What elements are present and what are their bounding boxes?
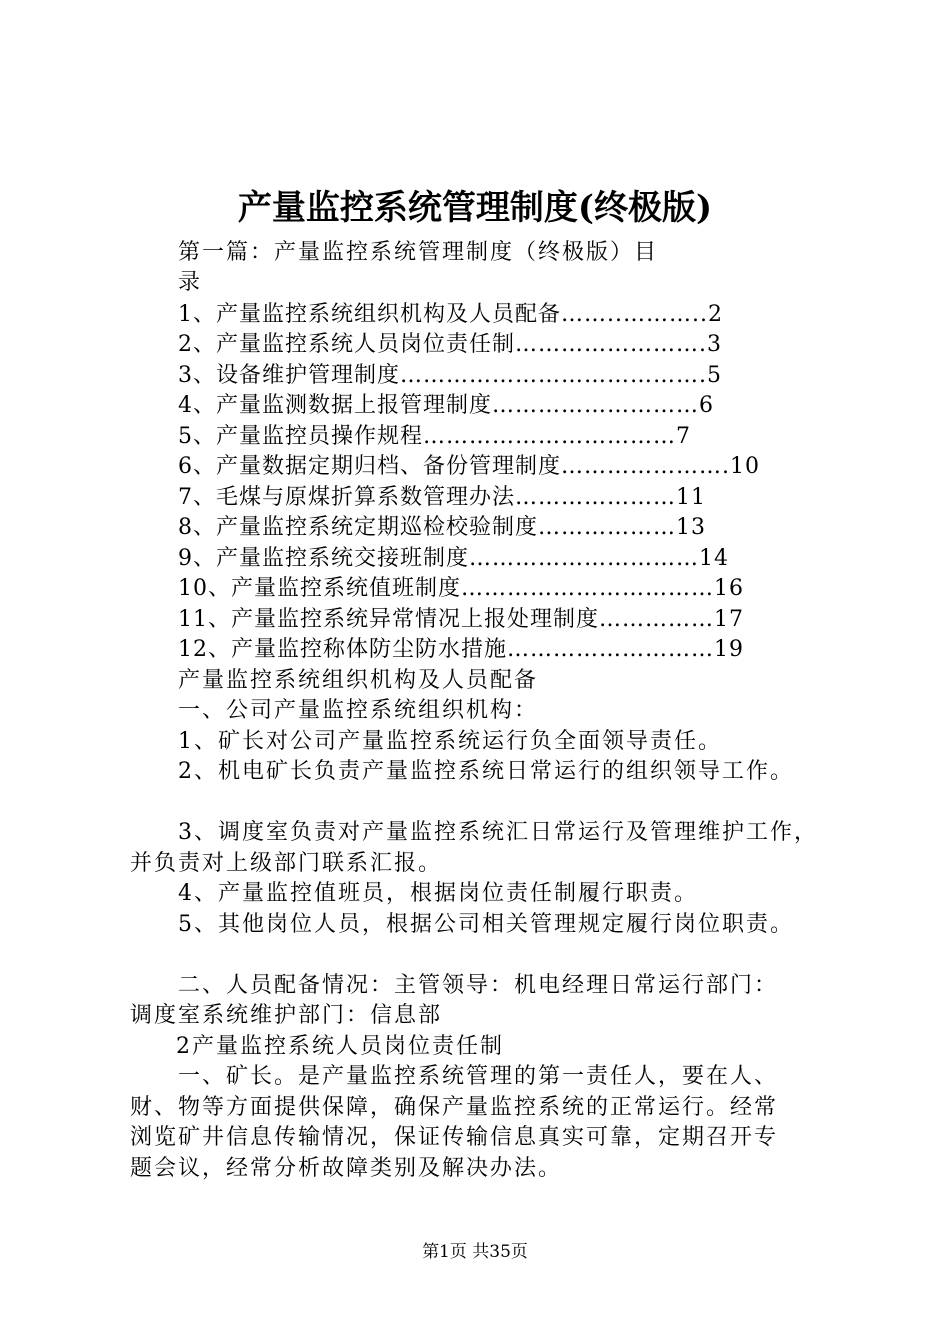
toc-entry: 5、产量监控员操作规程……………………………7 — [178, 424, 691, 449]
paragraph-line: 浏览矿井信息传输情况，保证传输信息真实可靠，定期召开专 — [130, 1125, 779, 1150]
toc-entry: 11、产量监控系统异常情况上报处理制度……………17 — [178, 607, 744, 632]
paragraph-line: 并负责对上级部门联系汇报。 — [130, 851, 443, 876]
paragraph-line: 2、机电矿长负责产量监控系统日常运行的组织领导工作。 — [178, 759, 794, 784]
paragraph-line: 调度室系统维护部门：信息部 — [130, 1003, 443, 1028]
paragraph-line: 1、矿长对公司产量监控系统运行负全面领导责任。 — [178, 729, 722, 754]
paragraph-line: 3、调度室负责对产量监控系统汇日常运行及管理维护工作， — [178, 820, 818, 845]
paragraph-line: 二、人员配备情况：主管领导：机电经理日常运行部门： — [178, 973, 779, 998]
paragraph-line: 财、物等方面提供保障，确保产量监控系统的正常运行。经常 — [130, 1095, 779, 1120]
toc-entry: 12、产量监控称体防尘防水措施………………………19 — [178, 637, 744, 662]
page-footer: 第1页 共35页 — [422, 1242, 528, 1262]
toc-entry: 6、产量数据定期归档、备份管理制度………………….10 — [178, 454, 760, 479]
toc-entry: 1、产量监控系统组织机构及人员配备……..………..2 — [178, 302, 723, 327]
toc-entry: 9、产量监控系统交接班制度…………………………14 — [178, 546, 729, 571]
section-heading: 产量监控系统组织机构及人员配备 — [178, 668, 539, 693]
document-title: 产量监控系统管理制度(终极版) — [237, 188, 713, 228]
toc-entry: 4、产量监测数据上报管理制度………………………6 — [178, 393, 714, 418]
intro-line: 录 — [178, 270, 203, 295]
toc-entry: 3、设备维护管理制度………………………………….5 — [178, 363, 722, 388]
paragraph-line: 一、矿长。是产量监控系统管理的第一责任人，要在人、 — [178, 1064, 779, 1089]
subsection-heading: 一、公司产量监控系统组织机构： — [178, 698, 539, 723]
toc-entry: 10、产量监控系统值班制度……………………………16 — [178, 576, 744, 601]
section-heading: 2产量监控系统人员岗位责任制 — [176, 1034, 504, 1059]
toc-entry: 7、毛煤与原煤折算系数管理办法…………………11 — [178, 485, 706, 510]
intro-line: 第一篇：产量监控系统管理制度（终极版）目 — [178, 240, 659, 265]
paragraph-line: 题会议，经常分析故障类别及解决办法。 — [130, 1156, 563, 1181]
paragraph-line: 4、产量监控值班员，根据岗位责任制履行职责。 — [178, 881, 698, 906]
paragraph-line: 5、其他岗位人员，根据公司相关管理规定履行岗位职责。 — [178, 912, 794, 937]
toc-entry: 8、产量监控系统定期巡检校验制度………………13 — [178, 515, 706, 540]
toc-entry: 2、产量监控系统人员岗位责任制…………………….3 — [178, 332, 722, 357]
